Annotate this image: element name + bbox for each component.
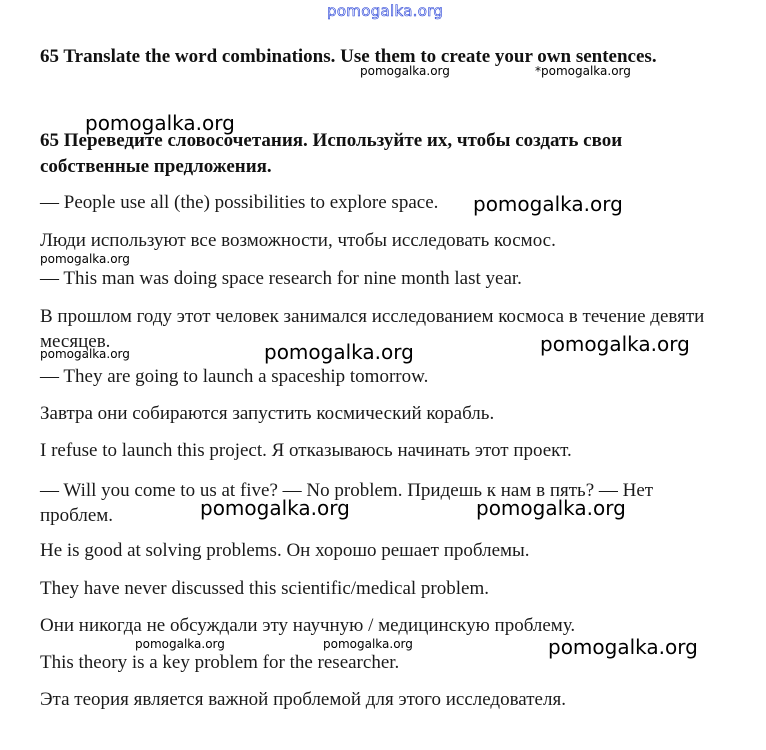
sentence-line: — People use all (the) possibilities to explore space. [40, 192, 439, 213]
site-header-link[interactable]: pomogalka.org [327, 2, 444, 20]
watermark: pomogalka.org [360, 64, 450, 78]
sentence-line: Эта теория является важной проблемой для этого исследователя. [40, 689, 566, 710]
sentence-line: — They are going to launch a spaceship tomorrow. [40, 366, 429, 387]
sentence-line: Завтра они собираются запустить космический корабль. [40, 403, 495, 424]
sentence-line: Они никогда не обсуждали эту научную / медицинскую проблему. [40, 615, 576, 636]
sentence-line: This theory is a key problem for the researcher. [40, 652, 400, 673]
sentence-line: — Will you come to us at five? — No problem. Придешь к нам в пять? — Нет проблем. [40, 480, 654, 526]
exercise-heading-ru: 65 Переведите словосочетания. Используйте их, чтобы создать свои собственные предложения. [40, 130, 623, 177]
watermark: pomogalka.org [40, 347, 130, 361]
watermark: pomogalka.org [85, 111, 235, 135]
sentence-line: I refuse to launch this project. Я отказываюсь начинать этот проект. [40, 440, 572, 461]
exercise-heading-en: 65 Translate the word combinations. Use them to create your own sentences. [40, 46, 657, 67]
sentence-line: They have never discussed this scientific/medical problem. [40, 578, 489, 599]
sentence-line: В прошлом году этот человек занимался исследованием космоса в течение девяти месяцев. [40, 306, 705, 352]
watermark: *pomogalka.org [535, 64, 631, 78]
watermark: pomogalka.org [476, 496, 626, 520]
sentence-line: He is good at solving problems. Он хорошо решает проблемы. [40, 540, 530, 561]
sentence-line: Люди используют все возможности, чтобы исследовать космос. [40, 230, 556, 251]
watermark: pomogalka.org [540, 332, 690, 356]
watermark: pomogalka.org [40, 252, 130, 266]
watermark: pomogalka.org [200, 496, 350, 520]
watermark: pomogalka.org [264, 340, 414, 364]
watermark: pomogalka.org [135, 637, 225, 651]
watermark: pomogalka.org [323, 637, 413, 651]
sentence-line: — This man was doing space research for nine month last year. [40, 268, 522, 289]
watermark: pomogalka.org [473, 192, 623, 216]
watermark: pomogalka.org [548, 635, 698, 659]
